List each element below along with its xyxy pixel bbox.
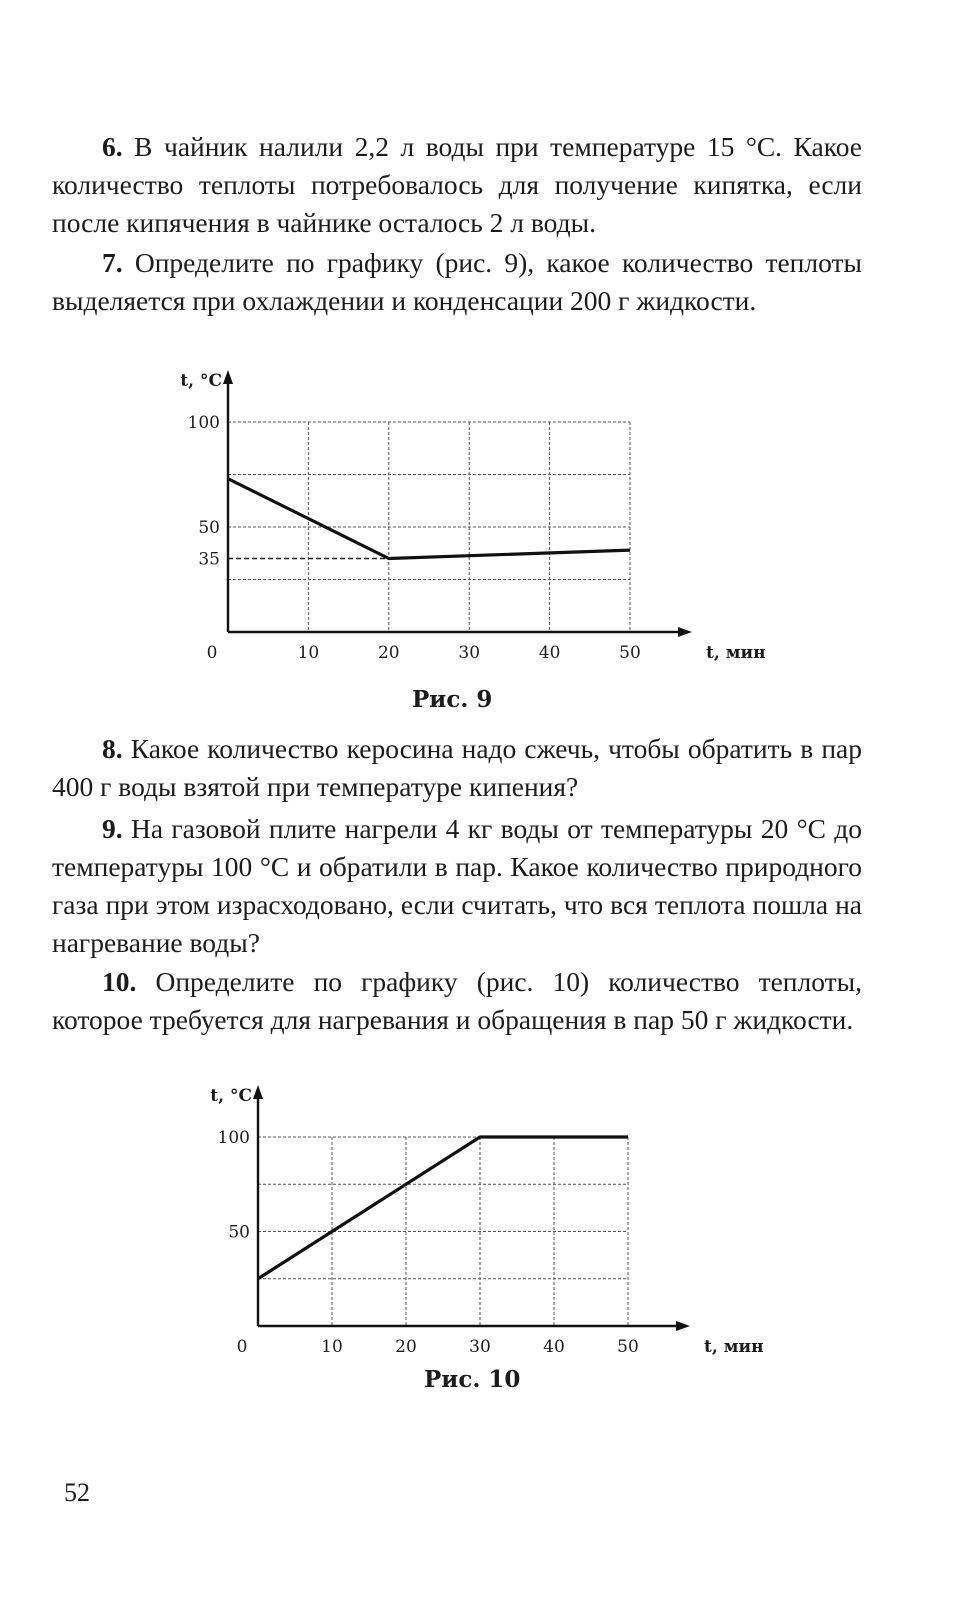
x-axis-label: t, мин (704, 1337, 764, 1357)
problem-text: В чайник налили 2,2 л воды при температуре 15 °С. Какое количество теплоты потребовалось для получение кипятка, если после кипячения в чайнике осталось 2 л воды. (52, 131, 863, 238)
x-tick-label: 20 (377, 643, 400, 663)
x-tick-label: 0 (206, 643, 218, 663)
y-tick-label: 100 (187, 413, 220, 433)
y-axis-arrow (253, 1085, 263, 1099)
x-axis-label: t, мин (706, 643, 766, 663)
figure-9-caption: Рис. 9 (412, 686, 493, 713)
x-tick-label: 40 (538, 643, 561, 663)
x-axis-arrow (676, 1321, 690, 1331)
problem-text: Какое количество керосина надо сжечь, чтобы обратить в пар 400 г воды взятой при температуре кипения? (52, 733, 862, 802)
x-tick-label: 40 (543, 1337, 565, 1357)
x-tick-label: 20 (395, 1337, 417, 1357)
x-tick-label: 50 (617, 1337, 639, 1357)
series-line (258, 1137, 628, 1279)
x-tick-label: 10 (297, 643, 320, 663)
figure-10-caption: Рис. 10 (424, 1366, 521, 1393)
y-tick-label: 100 (217, 1128, 250, 1148)
x-tick-label: 50 (619, 643, 641, 663)
y-tick-label: 50 (228, 1222, 250, 1243)
page-number: 52 (64, 1478, 90, 1507)
problem-text: Определите по графику (рис. 10) количество теплоты, которое требуется для нагревания и обращения в пар 50 г жидкости. (52, 966, 863, 1035)
x-tick-label: 10 (321, 1337, 343, 1357)
x-tick-label: 30 (469, 1337, 491, 1357)
y-axis-label: t, °C (210, 1086, 252, 1106)
y-tick-label: 50 (198, 518, 220, 538)
problem-text: Определите по графику (рис. 9), какое количество теплоты выделяется при охлаждении и конденсации 200 г жидкости. (52, 247, 863, 316)
problem-number: 9. (102, 813, 123, 844)
problem-number: 8. (102, 733, 123, 764)
problem-number: 6. (102, 131, 123, 162)
x-tick-label: 0 (236, 1337, 248, 1357)
y-tick-label: 35 (198, 549, 220, 570)
x-tick-label: 30 (458, 643, 481, 663)
y-axis-label: t, °C (180, 371, 222, 391)
problem-text: На газовой плите нагрели 4 кг воды от температуры 20 °С до температуры 100 °С и обратили в пар. Какое количество природного газа при этом израсходовано, если считать, что вся теплота пошла на нагревание воды? (52, 813, 862, 958)
problem-number: 7. (102, 247, 123, 278)
problem-number: 10. (102, 966, 137, 997)
